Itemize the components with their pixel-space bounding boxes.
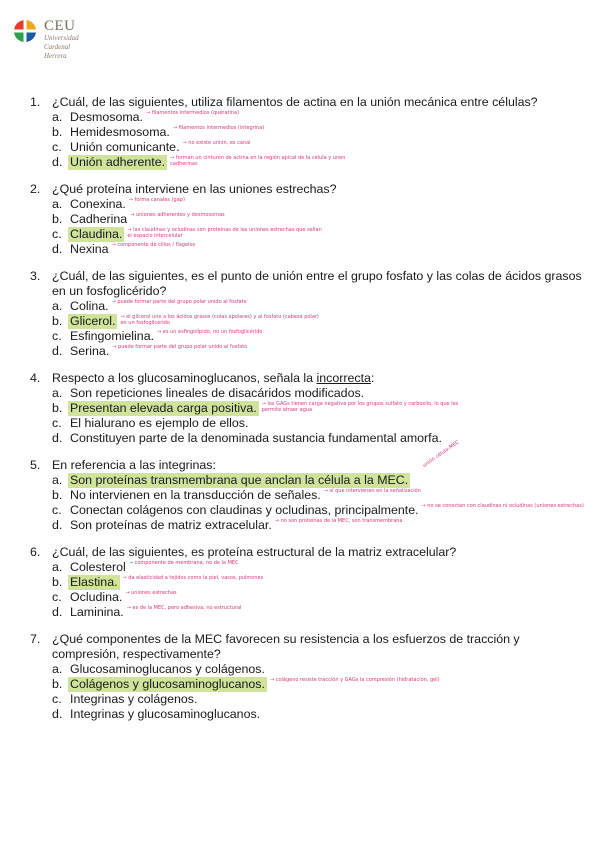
option-text: Colina. [70,299,109,313]
question-text: ¿Qué proteína interviene en las uniones estrechas? [52,182,337,196]
handwritten-annotation: → el glicerol une a los ácidos grasos (colas apolares) y al fosfato (cabeza polar) en un fosfoglicérido [120,314,319,326]
option-letter: a. [52,662,63,676]
question-number: 2. [30,182,41,196]
question-text: ¿Cuál, de las siguientes, es el punto de unión entre el grupo fosfato y las colas de ácidos grasos en un fosfoglicérido? [52,269,582,298]
question-stem [30,439,590,473]
handwritten-annotation: → sí que intervienen en la señalización [323,488,421,494]
option-letter: c. [52,416,62,430]
option-text: Glucosaminoglucanos y colágenos. [70,662,265,676]
option-text: Desmosoma. [70,110,143,124]
option-letter: d. [52,518,63,532]
option-text: Conexina. [70,197,126,211]
option-text: Unión comunicante. [70,140,180,154]
option-letter: d. [52,707,63,721]
option-d[interactable] [30,344,590,359]
question-stem [30,95,590,110]
option-c[interactable] [30,692,590,707]
question-stem [30,545,590,560]
question-text-before: Respecto a los glucosaminoglucanos, señala la [52,371,317,385]
option-text: Serina. [70,344,110,358]
option-text: Integrinas y glucosaminoglucanos. [70,707,261,721]
handwritten-annotation: → componente de membrana, no de la MEC [128,560,239,566]
option-letter: c. [52,140,62,154]
brand-line1: Universidad [44,34,79,42]
option-letter: b. [52,212,63,226]
question-stem [30,371,590,386]
question-text-underlined: incorrecta [316,371,371,385]
handwritten-annotation: → puede formar parte del grupo polar unido al fosfato [111,299,247,305]
question-stem [30,632,590,662]
option-b[interactable] [30,488,590,503]
brand-name: CEU [44,18,76,34]
option-c[interactable] [30,140,590,155]
question-1 [30,95,590,170]
question-stem [30,269,590,299]
question-7 [30,632,590,722]
option-letter: a. [52,110,63,124]
option-letter: b. [52,488,63,502]
option-a[interactable] [30,386,590,401]
handwritten-annotation: → no son proteínas de la MEC, son transmembrana [274,518,403,524]
option-b[interactable] [30,314,590,329]
handwritten-annotation: → da elasticidad a tejidos como la piel, vasos, pulmones [122,575,264,581]
option-text: No intervienen en la transducción de señales. [70,488,321,502]
handwritten-annotation: → filamentos intermedios (queratina) [146,110,240,116]
option-text: Son repeticiones lineales de disacáridos modificados. [70,386,365,400]
option-text: Glicerol. [70,314,116,328]
option-text: Colesterol [70,560,126,574]
handwritten-side-note: unión célula-MEC [421,439,461,469]
handwritten-annotation: → uniones adherentes y desmosomas [130,212,225,218]
handwritten-annotation: → las claudinas y ocludinas son proteínas de las uniones estrechas que sellan el espacio intercelular [127,227,322,239]
option-letter: d. [52,344,63,358]
option-letter: c. [52,329,62,343]
option-text: Cadherina [70,212,128,226]
option-text: Constituyen parte de la denominada sustancia fundamental amorfa. [70,431,442,445]
option-letter: a. [52,197,63,211]
option-d[interactable] [30,518,590,533]
option-c[interactable] [30,329,590,344]
question-number: 3. [30,269,41,283]
option-b[interactable] [30,125,590,140]
option-text: Son proteínas transmembrana que anclan la célula a la MEC. [70,473,409,487]
option-text: Conectan colágenos con claudinas y ocludinas, principalmente. [70,503,419,517]
question-text-after: : [370,371,375,385]
handwritten-annotation: → no existe unión, es canal [182,140,251,146]
option-letter: a. [52,386,63,400]
option-letter: c. [52,503,62,517]
option-a[interactable] [30,197,590,212]
option-letter: c. [52,692,62,706]
option-letter: c. [52,227,62,241]
option-c[interactable] [30,227,590,242]
option-letter: d. [52,605,63,619]
option-letter: b. [52,677,63,691]
handwritten-annotation: → los GAGs tienen carga negativa por los grupos sulfato y carboxilo, lo que les permite atraer agua [261,401,459,413]
option-letter: c. [52,590,62,604]
question-number: 7. [30,632,41,646]
option-text: Unión adherente. [70,155,166,169]
question-text: ¿Cuál, de las siguientes, utiliza filamentos de actina en la unión mecánica entre células? [52,95,538,109]
option-d[interactable] [30,431,590,446]
option-text: Hemidesmosoma. [70,125,170,139]
option-a[interactable] [30,473,590,488]
option-b[interactable] [30,677,590,692]
brand-line2: Cardenal Herrera [44,43,71,60]
option-letter: b. [52,401,63,415]
option-letter: d. [52,155,63,169]
question-2 [30,182,590,257]
question-6 [30,545,590,620]
question-text: ¿Qué componentes de la MEC favorecen su resistencia a los esfuerzos de tracción y compresión, respectivamente? [52,632,520,661]
ceu-logo-icon [14,20,36,42]
option-text: Colágenos y glucosaminoglucanos. [70,677,265,691]
handwritten-annotation: → componente de cilios / flagelos [111,242,196,248]
handwritten-annotation: → es un esfingolípido, no un fosfoglicérido [157,329,263,335]
option-text: El hialurano es ejemplo de ellos. [70,416,249,430]
option-d[interactable] [30,707,590,722]
handwritten-annotation: → no se conectan con claudinas ni ocludinas (uniones estrechas) [421,503,584,509]
question-number: 1. [30,95,41,109]
option-d[interactable] [30,605,590,620]
question-number: 5. [30,458,41,472]
logo-text [44,18,79,61]
question-4 [30,371,590,446]
handwritten-annotation: → forma canales (gap) [128,197,185,203]
option-d[interactable] [30,155,590,170]
option-text: Nexina [70,242,109,256]
option-letter: a. [52,299,63,313]
option-text: Presentan elevada carga positiva. [70,401,257,415]
handwritten-annotation: → uniones estrechas [125,590,177,596]
question-text: ¿Cuál, de las siguientes, es proteína estructural de la matriz extracelular? [52,545,457,559]
option-b[interactable] [30,575,590,590]
option-text: Esfingomielina. [70,329,155,343]
handwritten-annotation: → puede formar parte del grupo polar unido al fosfato [112,344,248,350]
handwritten-annotation: → colágeno resiste tracción y GAGs la compresión (hidratación, gel) [269,677,440,683]
option-text: Elastina. [70,575,118,589]
option-c[interactable] [30,416,590,431]
option-text: Son proteínas de matriz extracelular. [70,518,272,532]
question-number: 6. [30,545,41,559]
question-text [52,371,590,386]
option-text: Integrinas y colágenos. [70,692,198,706]
option-letter: b. [52,575,63,589]
option-letter: d. [52,242,63,256]
option-text: Laminina. [70,605,124,619]
option-letter: a. [52,473,63,487]
option-letter: b. [52,125,63,139]
option-a[interactable] [30,110,590,125]
question-list [30,95,590,734]
option-letter: b. [52,314,63,328]
option-b[interactable] [30,401,590,416]
question-5 [30,439,590,533]
option-letter: d. [52,431,63,445]
handwritten-annotation: → es de la MEC, pero adhesiva, no estructural [126,605,242,611]
option-a[interactable] [30,662,590,677]
question-3 [30,269,590,359]
question-stem [30,182,590,197]
question-text: En referencia a las integrinas: [52,458,216,472]
handwritten-annotation: → filamentos intermedios (integrina) [172,125,265,131]
option-text: Claudina. [70,227,123,241]
option-d[interactable] [30,242,590,257]
option-text: Ocludina. [70,590,123,604]
option-c[interactable] [30,503,590,518]
option-c[interactable] [30,590,590,605]
handwritten-annotation: → forman un cinturón de actina en la región apical de la célula y unen cadherinas [170,155,346,167]
option-a[interactable] [30,299,590,314]
question-number: 4. [30,371,41,385]
option-letter: a. [52,560,63,574]
option-a[interactable] [30,560,590,575]
option-b[interactable] [30,212,590,227]
